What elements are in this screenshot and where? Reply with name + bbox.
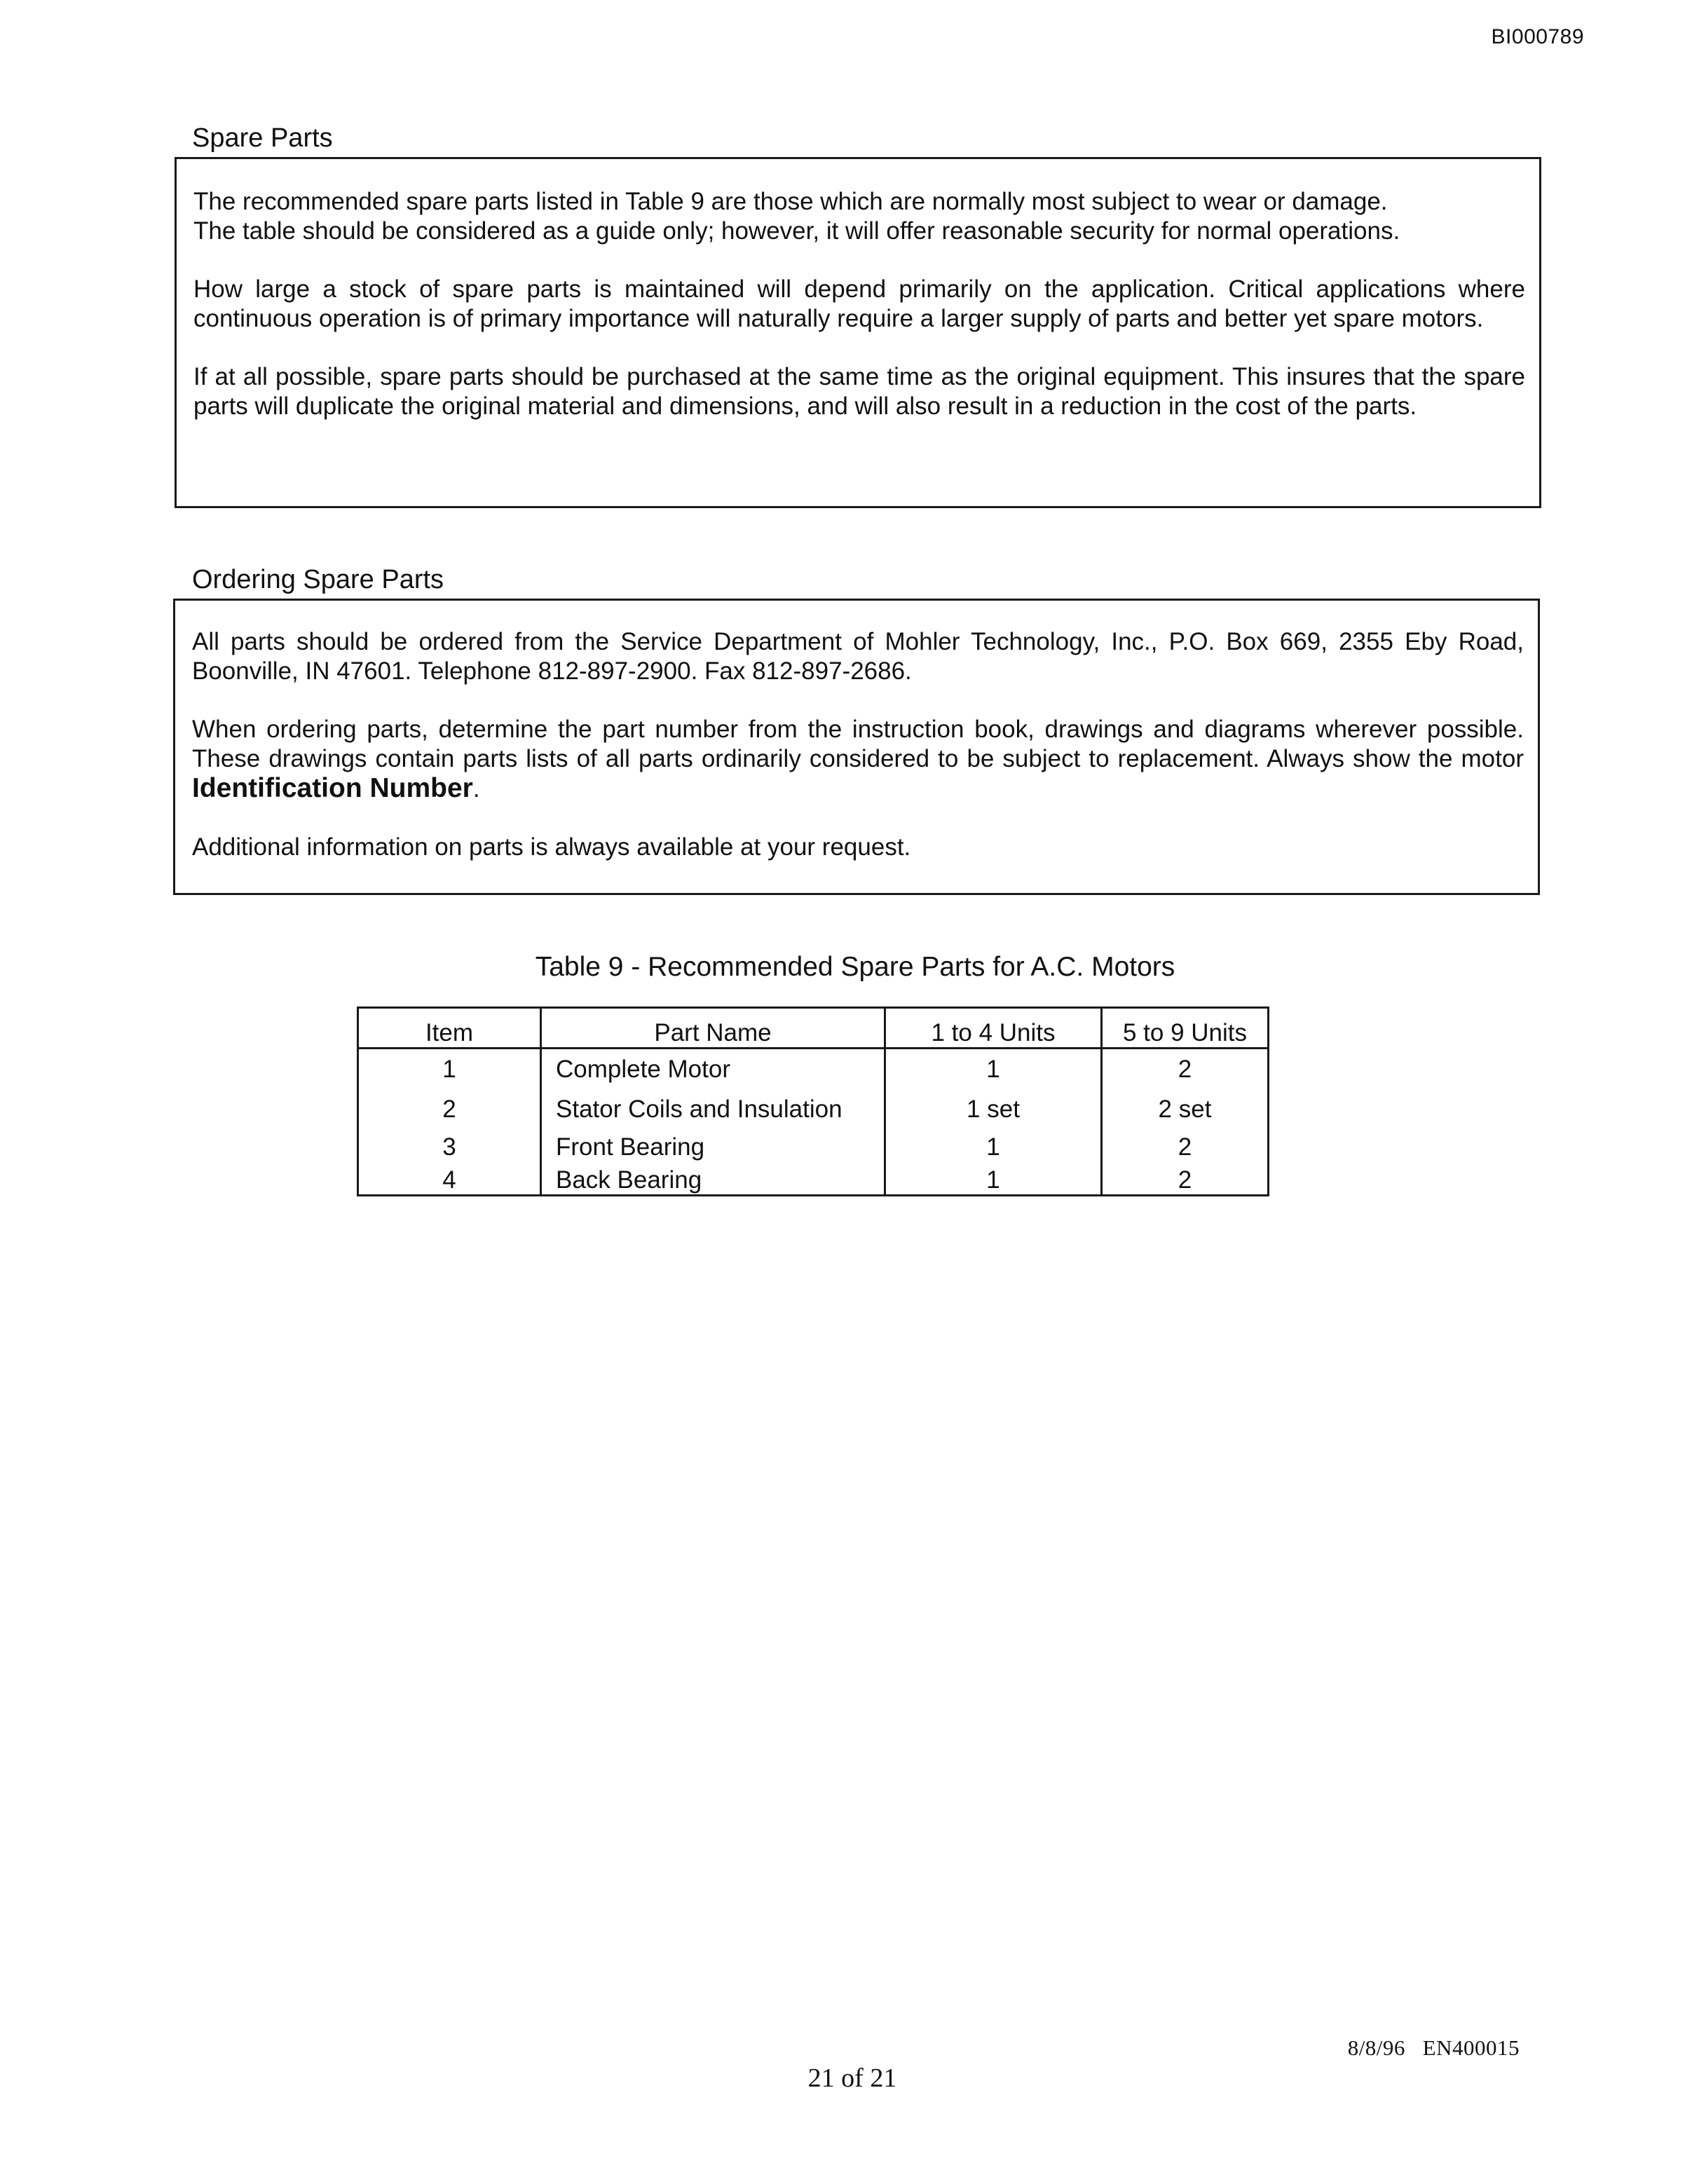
spare-parts-para-2: How large a stock of spare parts is maintained will depend primarily on the application. Critical applications where continuous operation is of primary importance will naturally require a larger supply of parts and better yet spare motors. — [193, 275, 1525, 332]
qty-1-to-4-cell: 1 — [885, 1049, 1102, 1091]
item-cell: 4 — [358, 1166, 541, 1196]
footer-document-ref: 8/8/96 EN400015 — [1347, 2035, 1520, 2060]
item-cell: 2 — [358, 1091, 541, 1128]
page-number: 21 of 21 — [807, 2063, 897, 2093]
spare-parts-para-3: If at all possible, spare parts should be purchased at the same time as the original equipment. This insures that the spare parts will duplicate the original material and dimensions, and will also result in a reduction in the cost of the parts. — [193, 363, 1525, 420]
column-header-5-to-9-units: 5 to 9 Units — [1102, 1008, 1269, 1049]
ordering-para-1: All parts should be ordered from the Service Department of Mohler Technology, Inc., P.O. Box 669, 2355 Eby Road, Boonville, IN 47601. Telephone 812-897-2900. Fax 812-897-2686. — [192, 628, 1524, 685]
item-cell: 3 — [358, 1128, 541, 1166]
column-header-part-name: Part Name — [541, 1008, 885, 1049]
table-row — [358, 1049, 1269, 1091]
qty-5-to-9-cell: 2 set — [1102, 1091, 1269, 1128]
column-header-1-to-4-units: 1 to 4 Units — [885, 1008, 1102, 1049]
spare-parts-table — [357, 1006, 1269, 1196]
qty-1-to-4-cell: 1 — [885, 1166, 1102, 1196]
document-id: BI000789 — [1491, 25, 1584, 48]
ordering-para-2 — [192, 715, 1524, 804]
qty-5-to-9-cell: 2 — [1102, 1166, 1269, 1196]
ordering-heading: Ordering Spare Parts — [192, 565, 444, 594]
table-row — [358, 1091, 1269, 1128]
identification-number-label: Identification Number — [192, 773, 473, 803]
ordering-box — [173, 599, 1540, 895]
table-title: Table 9 - Recommended Spare Parts for A.C. Motors — [535, 952, 1175, 982]
table-row — [358, 1128, 1269, 1166]
qty-1-to-4-cell: 1 — [885, 1128, 1102, 1166]
part-name-cell: Stator Coils and Insulation — [541, 1091, 885, 1128]
part-name-cell: Complete Motor — [541, 1049, 885, 1091]
part-name-cell: Back Bearing — [541, 1166, 885, 1196]
spare-parts-para-1b: The table should be considered as a guide only; however, it will offer reasonable security for normal operations. — [193, 217, 1400, 245]
ordering-para-2-text: When ordering parts, determine the part number from the instruction book, drawings and diagrams wherever possible. These drawings contain parts lists of all parts ordinarily considered to be subject to replacement. Always show the motor — [192, 716, 1524, 772]
part-name-cell: Front Bearing — [541, 1128, 885, 1166]
table-row — [358, 1166, 1269, 1196]
ordering-para-2-end: . — [472, 775, 480, 803]
column-header-item: Item — [358, 1008, 541, 1049]
qty-5-to-9-cell: 2 — [1102, 1049, 1269, 1091]
qty-1-to-4-cell: 1 set — [885, 1091, 1102, 1128]
ordering-para-3: Additional information on parts is always available at your request. — [192, 833, 911, 861]
item-cell: 1 — [358, 1049, 541, 1091]
qty-5-to-9-cell: 2 — [1102, 1128, 1269, 1166]
spare-parts-box — [175, 157, 1541, 508]
spare-parts-para-1a: The recommended spare parts listed in Table 9 are those which are normally most subject to wear or damage. — [193, 188, 1388, 215]
table-header-row — [358, 1008, 1269, 1049]
spare-parts-heading: Spare Parts — [192, 123, 333, 153]
